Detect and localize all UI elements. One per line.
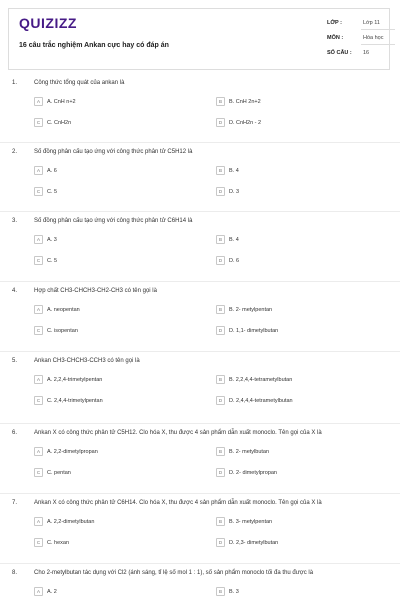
question-text: Số đồng phân cấu tạo ứng với công thức phân tử C5H12 là <box>34 149 193 155</box>
answer-option-c[interactable] <box>34 117 71 128</box>
option-text: B. CnH 2n+2 <box>229 98 261 105</box>
answer-option-c[interactable] <box>34 537 69 548</box>
meta-subject <box>327 30 395 45</box>
option-text: C. pentan <box>47 469 71 476</box>
answer-option-c[interactable] <box>34 186 57 197</box>
option-text: B. 4 <box>229 167 239 174</box>
option-letter-box: B <box>216 97 225 106</box>
answer-option-d[interactable] <box>216 117 261 128</box>
option-text: A. 6 <box>47 167 57 174</box>
question-number: 2. <box>12 149 18 155</box>
option-letter-box: D <box>216 396 225 405</box>
answer-option-a[interactable] <box>34 374 102 385</box>
meta-subject-value: Hóa học <box>363 34 384 41</box>
option-text: C. 2,4,4-trimetylpentan <box>47 397 103 404</box>
option-text: B. 2,2,4,4-tetrametylbutan <box>229 376 293 383</box>
option-text: C. isopentan <box>47 327 78 334</box>
worksheet-title: 16 câu trắc nghiệm Ankan cực hay có đáp án <box>19 42 169 49</box>
option-letter-box: C <box>34 256 43 265</box>
question-number: 1. <box>12 80 18 86</box>
answer-option-a[interactable] <box>34 234 57 245</box>
meta-divider <box>361 29 395 30</box>
question-divider <box>0 281 400 282</box>
answer-option-b[interactable] <box>216 165 239 176</box>
option-letter-box: B <box>216 166 225 175</box>
answer-option-c[interactable] <box>34 467 71 478</box>
question-number: 5. <box>12 358 18 364</box>
option-text: D. 2- dimetylpropan <box>229 469 277 476</box>
option-text: D. 3 <box>229 188 240 195</box>
option-letter-box: C <box>34 326 43 335</box>
option-letter-box: A <box>34 166 43 175</box>
option-text: C. 5 <box>47 257 58 264</box>
option-text: A. CnH n+2 <box>47 98 76 105</box>
meta-grade <box>327 15 395 30</box>
meta-divider <box>361 44 395 45</box>
option-letter-box: A <box>34 587 43 596</box>
option-letter-box: B <box>216 305 225 314</box>
answer-option-c[interactable] <box>34 395 103 406</box>
answer-option-d[interactable] <box>216 395 293 406</box>
answer-option-a[interactable] <box>34 586 57 597</box>
answer-option-d[interactable] <box>216 325 278 336</box>
question-divider <box>0 351 400 352</box>
answer-option-a[interactable] <box>34 304 80 315</box>
option-letter-box: D <box>216 256 225 265</box>
question-number: 3. <box>12 218 18 224</box>
option-letter-box: C <box>34 468 43 477</box>
option-text: A. 2,2,4-trimetylpentan <box>47 376 103 383</box>
option-letter-box: A <box>34 97 43 106</box>
meta-grade-value: Lớp 11 <box>363 19 380 26</box>
question-number: 8. <box>12 570 18 576</box>
meta-count-label: SỐ CÂU : <box>327 49 352 56</box>
option-text: C. 5 <box>47 188 58 195</box>
option-letter-box: D <box>216 468 225 477</box>
answer-option-a[interactable] <box>34 165 57 176</box>
option-text: D. 6 <box>229 257 240 264</box>
option-letter-box: D <box>216 538 225 547</box>
worksheet-meta <box>327 15 395 60</box>
option-text: B. 4 <box>229 236 239 243</box>
question-text: Số đồng phân cấu tạo ứng với công thức phân tử C6H14 là <box>34 218 193 224</box>
question-divider <box>0 211 400 212</box>
option-letter-box: A <box>34 305 43 314</box>
option-text: D. 2,3- dimetylbutan <box>229 539 279 546</box>
question-divider <box>0 142 400 143</box>
option-letter-box: C <box>34 538 43 547</box>
option-letter-box: A <box>34 375 43 384</box>
answer-option-a[interactable] <box>34 446 98 457</box>
option-text: C. CnH2n <box>47 119 72 126</box>
option-letter-box: B <box>216 517 225 526</box>
option-letter-box: B <box>216 587 225 596</box>
option-letter-box: A <box>34 235 43 244</box>
answer-option-b[interactable] <box>216 374 292 385</box>
answer-option-c[interactable] <box>34 255 57 266</box>
meta-grade-label: LỚP : <box>327 19 342 26</box>
option-text: D. 2,4,4,4-tetrametylbutan <box>229 397 293 404</box>
question-text: Công thức tổng quát của ankan là <box>34 80 125 86</box>
question-number: 7. <box>12 500 18 506</box>
option-text: D. 1,1- dimetylbutan <box>229 327 279 334</box>
answer-option-d[interactable] <box>216 186 239 197</box>
option-text: A. neopentan <box>47 306 80 313</box>
option-text: D. CnH2n - 2 <box>229 119 262 126</box>
answer-option-a[interactable] <box>34 96 76 107</box>
worksheet-header <box>8 8 390 70</box>
option-text: B. 2- metylpentan <box>229 306 273 313</box>
option-text: C. hexan <box>47 539 70 546</box>
answer-option-d[interactable] <box>216 467 277 478</box>
answer-option-d[interactable] <box>216 255 239 266</box>
answer-option-b[interactable] <box>216 516 272 527</box>
question-divider <box>0 493 400 494</box>
option-text: A. 2,2-dimetylpropan <box>47 448 98 455</box>
option-letter-box: D <box>216 118 225 127</box>
answer-option-b[interactable] <box>216 304 272 315</box>
meta-count <box>327 45 395 60</box>
answer-option-b[interactable] <box>216 234 239 245</box>
question-text: Ankan CH3-CHCH3-CCH3 có tên gọi là <box>34 358 140 364</box>
option-letter-box: B <box>216 235 225 244</box>
option-text: B. 3 <box>229 588 239 595</box>
answer-option-d[interactable] <box>216 537 278 548</box>
meta-subject-label: MÔN : <box>327 34 344 41</box>
answer-option-a[interactable] <box>34 516 94 527</box>
answer-option-b[interactable] <box>216 446 269 457</box>
option-letter-box: B <box>216 447 225 456</box>
option-letter-box: C <box>34 396 43 405</box>
question-number: 4. <box>12 288 18 294</box>
question-number: 6. <box>12 430 18 436</box>
question-text: Ankan X có công thức phân tử C6H14. Clo hóa X, thu được 4 sản phẩm dẫn xuất monoclo. Tên gọi của X là <box>34 500 322 506</box>
answer-option-c[interactable] <box>34 325 78 336</box>
question-text: Cho 2-metylbutan tác dụng với Cl2 (ánh sáng, tỉ lệ số mol 1 : 1), số sản phẩm monoclo tối đa thu được là <box>34 570 314 576</box>
question-text: Ankan X có công thức phân tử C5H12. Clo hóa X, thu được 4 sản phẩm dẫn xuất monoclo. Tên gọi của X là <box>34 430 322 436</box>
option-letter-box: D <box>216 326 225 335</box>
meta-count-value: 16 <box>363 49 370 56</box>
option-letter-box: C <box>34 187 43 196</box>
option-letter-box: A <box>34 517 43 526</box>
question-divider <box>0 563 400 564</box>
quizizz-logo: QUIZIZZ <box>19 15 77 31</box>
question-text: Hợp chất CH3-CHCH3-CH2-CH3 có tên gọi là <box>34 288 157 294</box>
option-text: A. 2 <box>47 588 57 595</box>
option-letter-box: D <box>216 187 225 196</box>
option-text: A. 3 <box>47 236 57 243</box>
option-letter-box: B <box>216 375 225 384</box>
option-text: B. 3- metylpentan <box>229 518 273 525</box>
option-text: A. 2,2-dimetylbutan <box>47 518 95 525</box>
answer-option-b[interactable] <box>216 96 261 107</box>
question-divider <box>0 423 400 424</box>
option-letter-box: A <box>34 447 43 456</box>
option-text: B. 2- metylbutan <box>229 448 270 455</box>
option-letter-box: C <box>34 118 43 127</box>
answer-option-b[interactable] <box>216 586 239 597</box>
